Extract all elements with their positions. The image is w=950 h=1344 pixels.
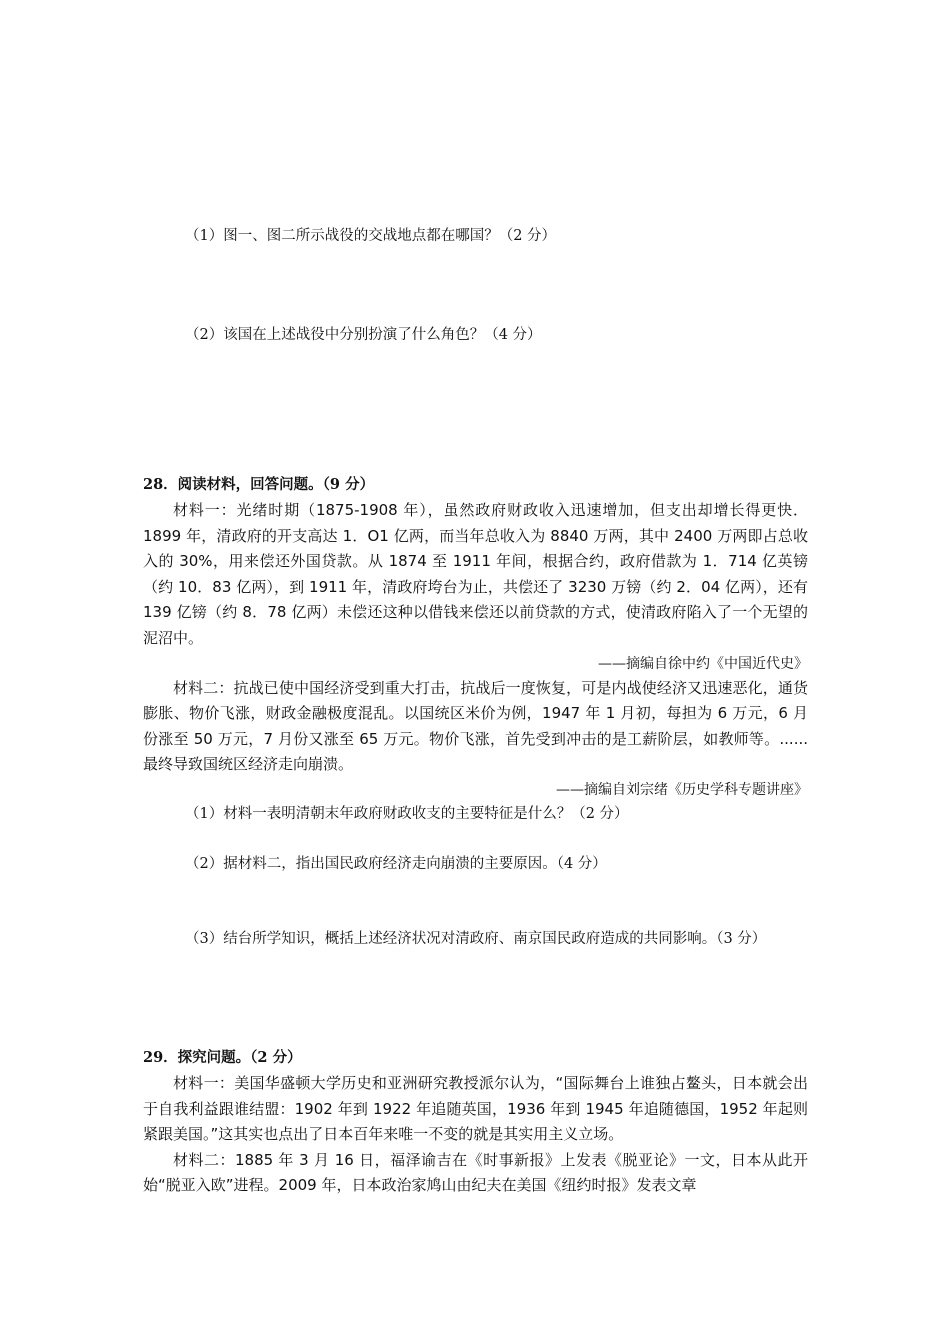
q29-block	[143, 1047, 808, 1199]
q29-material-2: 材料二：1885 年 3 月 16 日，福泽谕吉在《时事新报》上发表《脱亚论》一文，日本从此开始“脱亚入欧”进程。2009 年，日本政治家鸠山由纪夫在美国《纽约时报》发表文章	[143, 1150, 808, 1195]
q28-heading: 28．阅读材料，回答问题。（9 分）	[143, 476, 375, 493]
q29-material-1: 材料一：美国华盛顿大学历史和亚洲研究教授派尔认为，“国际舞台上谁独占鳌头，日本就会出于自我利益跟谁结盟：1902 年到 1922 年追随英国，1936 年到 1945 年追随德国，1952 年起则紧跟美国。”这其实也点出了日本百年来唯一不变的就是其实用主义立场。	[143, 1074, 808, 1144]
q28-sub2: （2）据材料二，指出国民政府经济走向崩溃的主要原因。（4 分）	[185, 855, 607, 872]
q28-sub1: （1）材料一表明清朝末年政府财政收支的主要特征是什么？（2 分）	[185, 805, 629, 822]
q27-sub1: （1）图一、图二所示战役的交战地点都在哪国？（2 分）	[185, 228, 557, 244]
q28-source-2: ——摘编自刘宗绪《历史学科专题讲座》	[556, 781, 808, 798]
q28-material-1: 材料一：光绪时期（1875-1908 年），虽然政府财政收入迅速增加，但支出却增长得更快．1899 年，清政府的开支高达 1．O1 亿两，而当年总收入为 8840 万两，其中 2400 万两即占总收入的 30%，用来偿还外国贷款。从 1874 至 1911 年间，根据合约，政府借款为 1．714 亿英镑（约 10．83 亿两），到 1911 年，清政府垮台为止，共偿还了 3230 万镑（约 2．04 亿两），还有 139 亿镑（约 8．78 亿两）未偿还这种以借钱来偿还以前贷款的方式，使清政府陷入了一个无望的泥沼中。	[143, 501, 808, 647]
q27-sub2: （2）该国在上述战役中分别扮演了什么角色？（4 分）	[185, 327, 542, 343]
q28-source-1: ——摘编自徐中约《中国近代史》	[598, 655, 808, 672]
q28-block	[143, 474, 808, 951]
q28-sub3: （3）结台所学知识，概括上述经济状况对清政府、南京国民政府造成的共同影响。（3 分）	[185, 930, 767, 947]
q28-material-2: 材料二：抗战已使中国经济受到重大打击，抗战后一度恢复，可是内战使经济又迅速恶化，通货膨胀、物价飞涨，财政金融极度混乱。以国统区米价为例，1947 年 1 月初，每担为 6 万元，6 月份涨至 50 万元，7 月份又涨至 65 万元。物价飞涨，首先受到冲击的是工薪阶层，如教师等。......最终导致国统区经济走向崩溃。	[143, 678, 808, 774]
q29-heading: 29．探究问题。（2 分）	[143, 1049, 302, 1066]
